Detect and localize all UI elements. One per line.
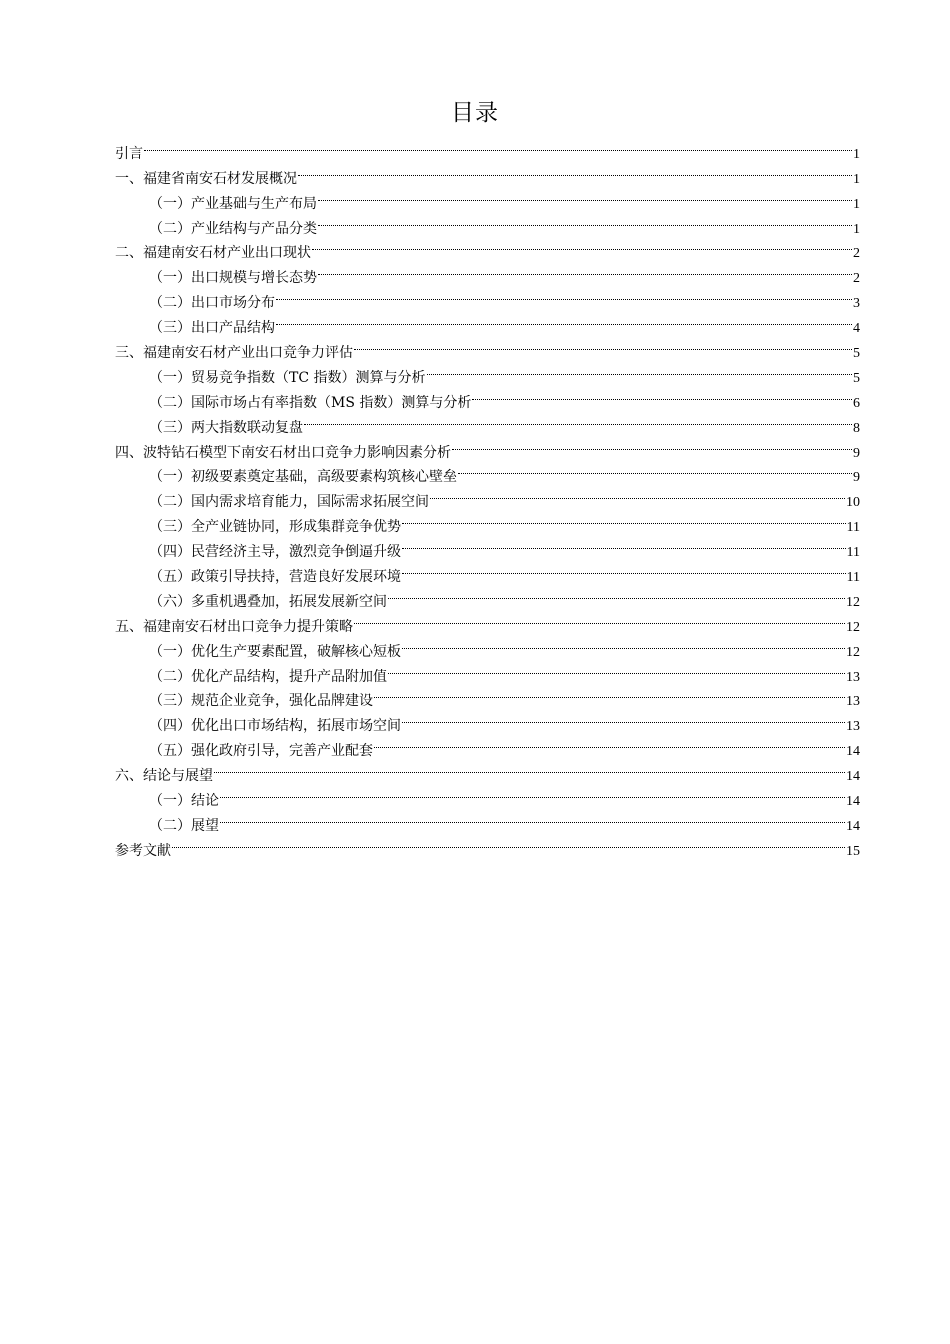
toc-page-number: 5	[853, 370, 860, 386]
toc-page-number: 1	[853, 196, 860, 212]
toc-section-entry[interactable]	[115, 780, 860, 810]
toc-entry-label: 四、波特钻石模型下南安石材出口竞争力影响因素分析	[115, 444, 451, 461]
toc-dot-leader	[388, 656, 845, 681]
toc-entry-label: 二、福建南安石材产业出口现状	[115, 245, 311, 262]
toc-page-number: 6	[853, 395, 860, 411]
toc-page-number: 12	[846, 619, 860, 635]
toc-entry-label: （六）多重机遇叠加，拓展发展新空间	[149, 593, 387, 610]
toc-page-number: 1	[853, 146, 860, 162]
toc-page-number: 3	[853, 296, 860, 312]
toc-entry-label: （一）贸易竞争指数（TC 指数）测算与分析	[149, 369, 426, 386]
toc-page-number: 11	[846, 520, 860, 536]
toc-entry-label: （五）强化政府引导，完善产业配套	[149, 743, 373, 760]
toc-page-number: 14	[846, 769, 860, 785]
toc-dot-leader	[144, 133, 852, 158]
toc-dot-leader	[220, 805, 845, 830]
toc-page-number: 12	[846, 594, 860, 610]
toc-section-entry[interactable]	[115, 805, 860, 834]
toc-dot-leader	[430, 481, 845, 506]
toc-page-number: 10	[846, 495, 860, 511]
toc-page-number: 5	[853, 346, 860, 362]
toc-page-number: 14	[846, 794, 860, 810]
toc-page-number: 8	[853, 420, 860, 436]
toc-entry-label: （二）国内需求培育能力，国际需求拓展空间	[149, 494, 429, 511]
table-of-contents	[115, 133, 860, 859]
toc-dot-leader	[298, 158, 852, 183]
toc-entry-label: （二）展望	[149, 817, 219, 834]
toc-dot-leader	[388, 581, 845, 606]
toc-chapter-entry[interactable]	[115, 158, 860, 187]
toc-entry-label: 六、结论与展望	[115, 768, 213, 785]
toc-entry-label: （三）全产业链协同，形成集群竞争优势	[149, 519, 401, 536]
toc-entry-label: （二）出口市场分布	[149, 295, 275, 312]
toc-title: 目录	[451, 100, 499, 126]
toc-entry-label: （一）产业基础与生产布局	[149, 195, 317, 212]
toc-dot-leader	[452, 432, 852, 457]
toc-dot-leader	[172, 830, 845, 855]
toc-page-number: 12	[846, 644, 860, 660]
toc-dot-leader	[458, 457, 852, 482]
toc-page-number: 11	[846, 545, 860, 561]
toc-page-number: 14	[846, 744, 860, 760]
toc-entry-label: （三）出口产品结构	[149, 320, 275, 337]
toc-dot-leader	[312, 233, 852, 258]
toc-dot-leader	[318, 257, 852, 282]
toc-dot-leader	[374, 681, 845, 706]
toc-dot-leader	[276, 282, 852, 307]
toc-page-number: 14	[846, 818, 860, 834]
toc-entry-label: （三）两大指数联动复盘	[149, 419, 303, 436]
toc-entry-label: （四）优化出口市场结构，拓展市场空间	[149, 718, 401, 735]
toc-entry-label: 参考文献	[115, 842, 171, 859]
toc-entry-label: 引言	[115, 145, 143, 162]
toc-dot-leader	[354, 606, 845, 631]
toc-dot-leader	[214, 755, 845, 780]
toc-dot-leader	[472, 382, 852, 407]
toc-dot-leader	[304, 407, 852, 432]
toc-chapter-entry[interactable]	[115, 755, 860, 785]
toc-dot-leader	[354, 332, 852, 357]
toc-entry-label: （一）优化生产要素配置，破解核心短板	[149, 643, 401, 660]
toc-entry-label: （一）初级要素奠定基础，高级要素构筑核心壁垒	[149, 469, 457, 486]
toc-entry-label: 五、福建南安石材出口竞争力提升策略	[115, 618, 353, 635]
toc-dot-leader	[318, 208, 852, 233]
toc-dot-leader	[427, 357, 853, 382]
toc-chapter-entry[interactable]	[115, 133, 860, 162]
toc-dot-leader	[220, 780, 845, 805]
toc-page-number: 13	[846, 719, 860, 735]
toc-dot-leader	[402, 556, 846, 581]
toc-entry-label: （一）出口规模与增长态势	[149, 270, 317, 287]
toc-page-number: 9	[853, 445, 860, 461]
toc-entry-label: （三）规范企业竞争，强化品牌建设	[149, 693, 373, 710]
toc-dot-leader	[276, 307, 852, 332]
toc-dot-leader	[374, 730, 845, 755]
toc-dot-leader	[402, 631, 845, 656]
toc-dot-leader	[318, 183, 852, 208]
toc-page-number: 15	[846, 843, 860, 859]
toc-dot-leader	[402, 506, 846, 531]
toc-page-number: 13	[846, 694, 860, 710]
toc-entry-label: （二）产业结构与产品分类	[149, 220, 317, 237]
toc-page-number: 11	[846, 570, 860, 586]
toc-page-number: 4	[853, 321, 860, 337]
toc-page-number: 1	[853, 171, 860, 187]
toc-page-number: 13	[846, 669, 860, 685]
toc-entry-label: （二）优化产品结构，提升产品附加值	[149, 668, 387, 685]
toc-entry-label: （二）国际市场占有率指数（MS 指数）测算与分析	[149, 394, 472, 411]
toc-dot-leader	[402, 705, 845, 730]
toc-page-number: 1	[853, 221, 860, 237]
toc-page-number: 2	[853, 271, 860, 287]
toc-entry-label: （一）结论	[149, 793, 219, 810]
toc-entry-label: 三、福建南安石材产业出口竞争力评估	[115, 345, 353, 362]
toc-dot-leader	[402, 531, 846, 556]
toc-entry-label: 一、福建省南安石材发展概况	[115, 170, 297, 187]
toc-entry-label: （五）政策引导扶持，营造良好发展环境	[149, 569, 401, 586]
toc-page-number: 9	[853, 470, 860, 486]
toc-chapter-entry[interactable]	[115, 830, 860, 859]
toc-entry-label: （四）民营经济主导，激烈竞争倒逼升级	[149, 544, 401, 561]
toc-page-number: 2	[853, 246, 860, 262]
